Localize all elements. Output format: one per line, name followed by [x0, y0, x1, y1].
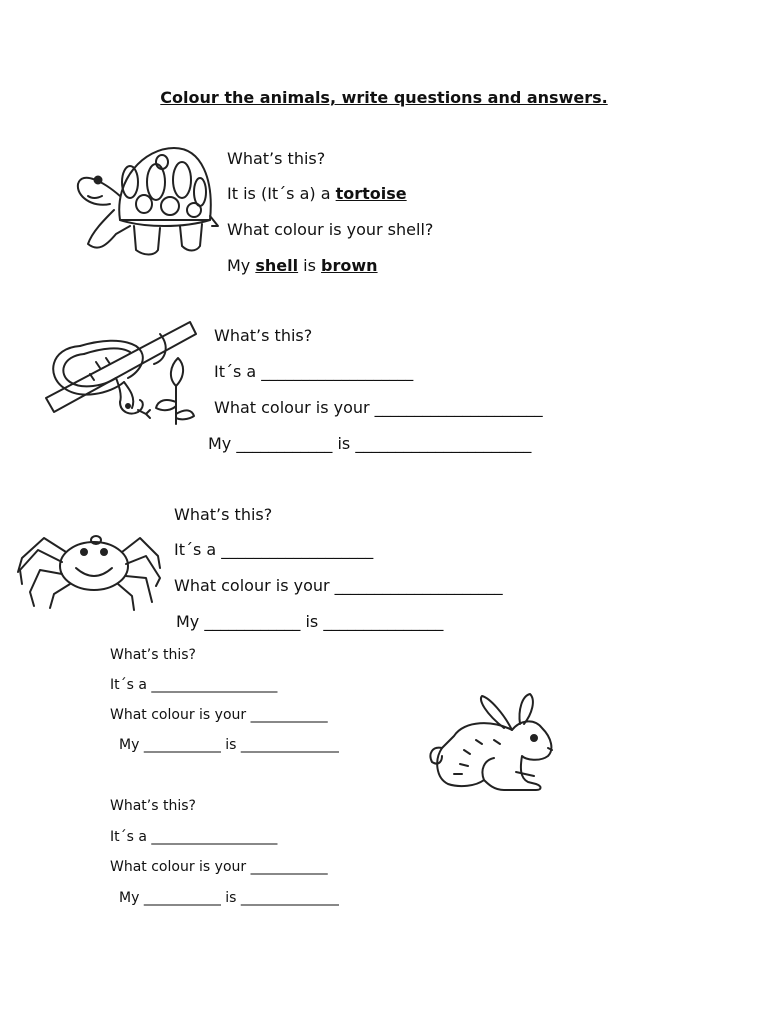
spider-illustration [16, 522, 162, 614]
blank-question-1: What’s this? [110, 798, 196, 814]
tortoise-answer-1 [227, 184, 407, 203]
snake-question-2: What colour is your _____________________ [214, 398, 543, 417]
spider-answer-2: My ____________ is _______________ [176, 612, 444, 631]
snake-illustration [40, 316, 200, 428]
tortoise-answer-colour: brown [321, 256, 378, 275]
blank-answer-2: My ___________ is ______________ [119, 890, 339, 906]
snake-answer-1: It´s a ___________________ [214, 362, 414, 381]
worksheet-title: Colour the animals, write questions and answers. [160, 88, 608, 107]
snake-answer-2: My ____________ is ______________________ [208, 434, 532, 453]
tortoise-question-2: What colour is your shell? [227, 220, 434, 239]
tortoise-question-1: What’s this? [227, 149, 326, 168]
snake-question-1: What’s this? [214, 326, 313, 345]
tortoise-illustration [74, 140, 220, 262]
rabbit-answer-1: It´s a __________________ [110, 677, 278, 693]
spider-answer-1: It´s a ___________________ [174, 540, 374, 559]
blank-answer-1: It´s a __________________ [110, 829, 278, 845]
tortoise-answer-2 [227, 256, 378, 275]
rabbit-illustration [424, 690, 556, 794]
rabbit-question-2: What colour is your ___________ [110, 707, 328, 723]
tortoise-answer-animal: tortoise [335, 184, 407, 203]
rabbit-question-1: What’s this? [110, 647, 196, 663]
spider-question-2: What colour is your _____________________ [174, 576, 503, 595]
blank-question-2: What colour is your ___________ [110, 859, 328, 875]
tortoise-answer-2-mid: is [298, 256, 322, 275]
tortoise-answer-1-prefix: It is (It´s a) a [227, 184, 336, 203]
rabbit-answer-2: My ___________ is ______________ [119, 737, 339, 753]
tortoise-answer-part: shell [255, 256, 299, 275]
tortoise-answer-2-prefix: My [227, 256, 256, 275]
spider-question-1: What’s this? [174, 505, 273, 524]
